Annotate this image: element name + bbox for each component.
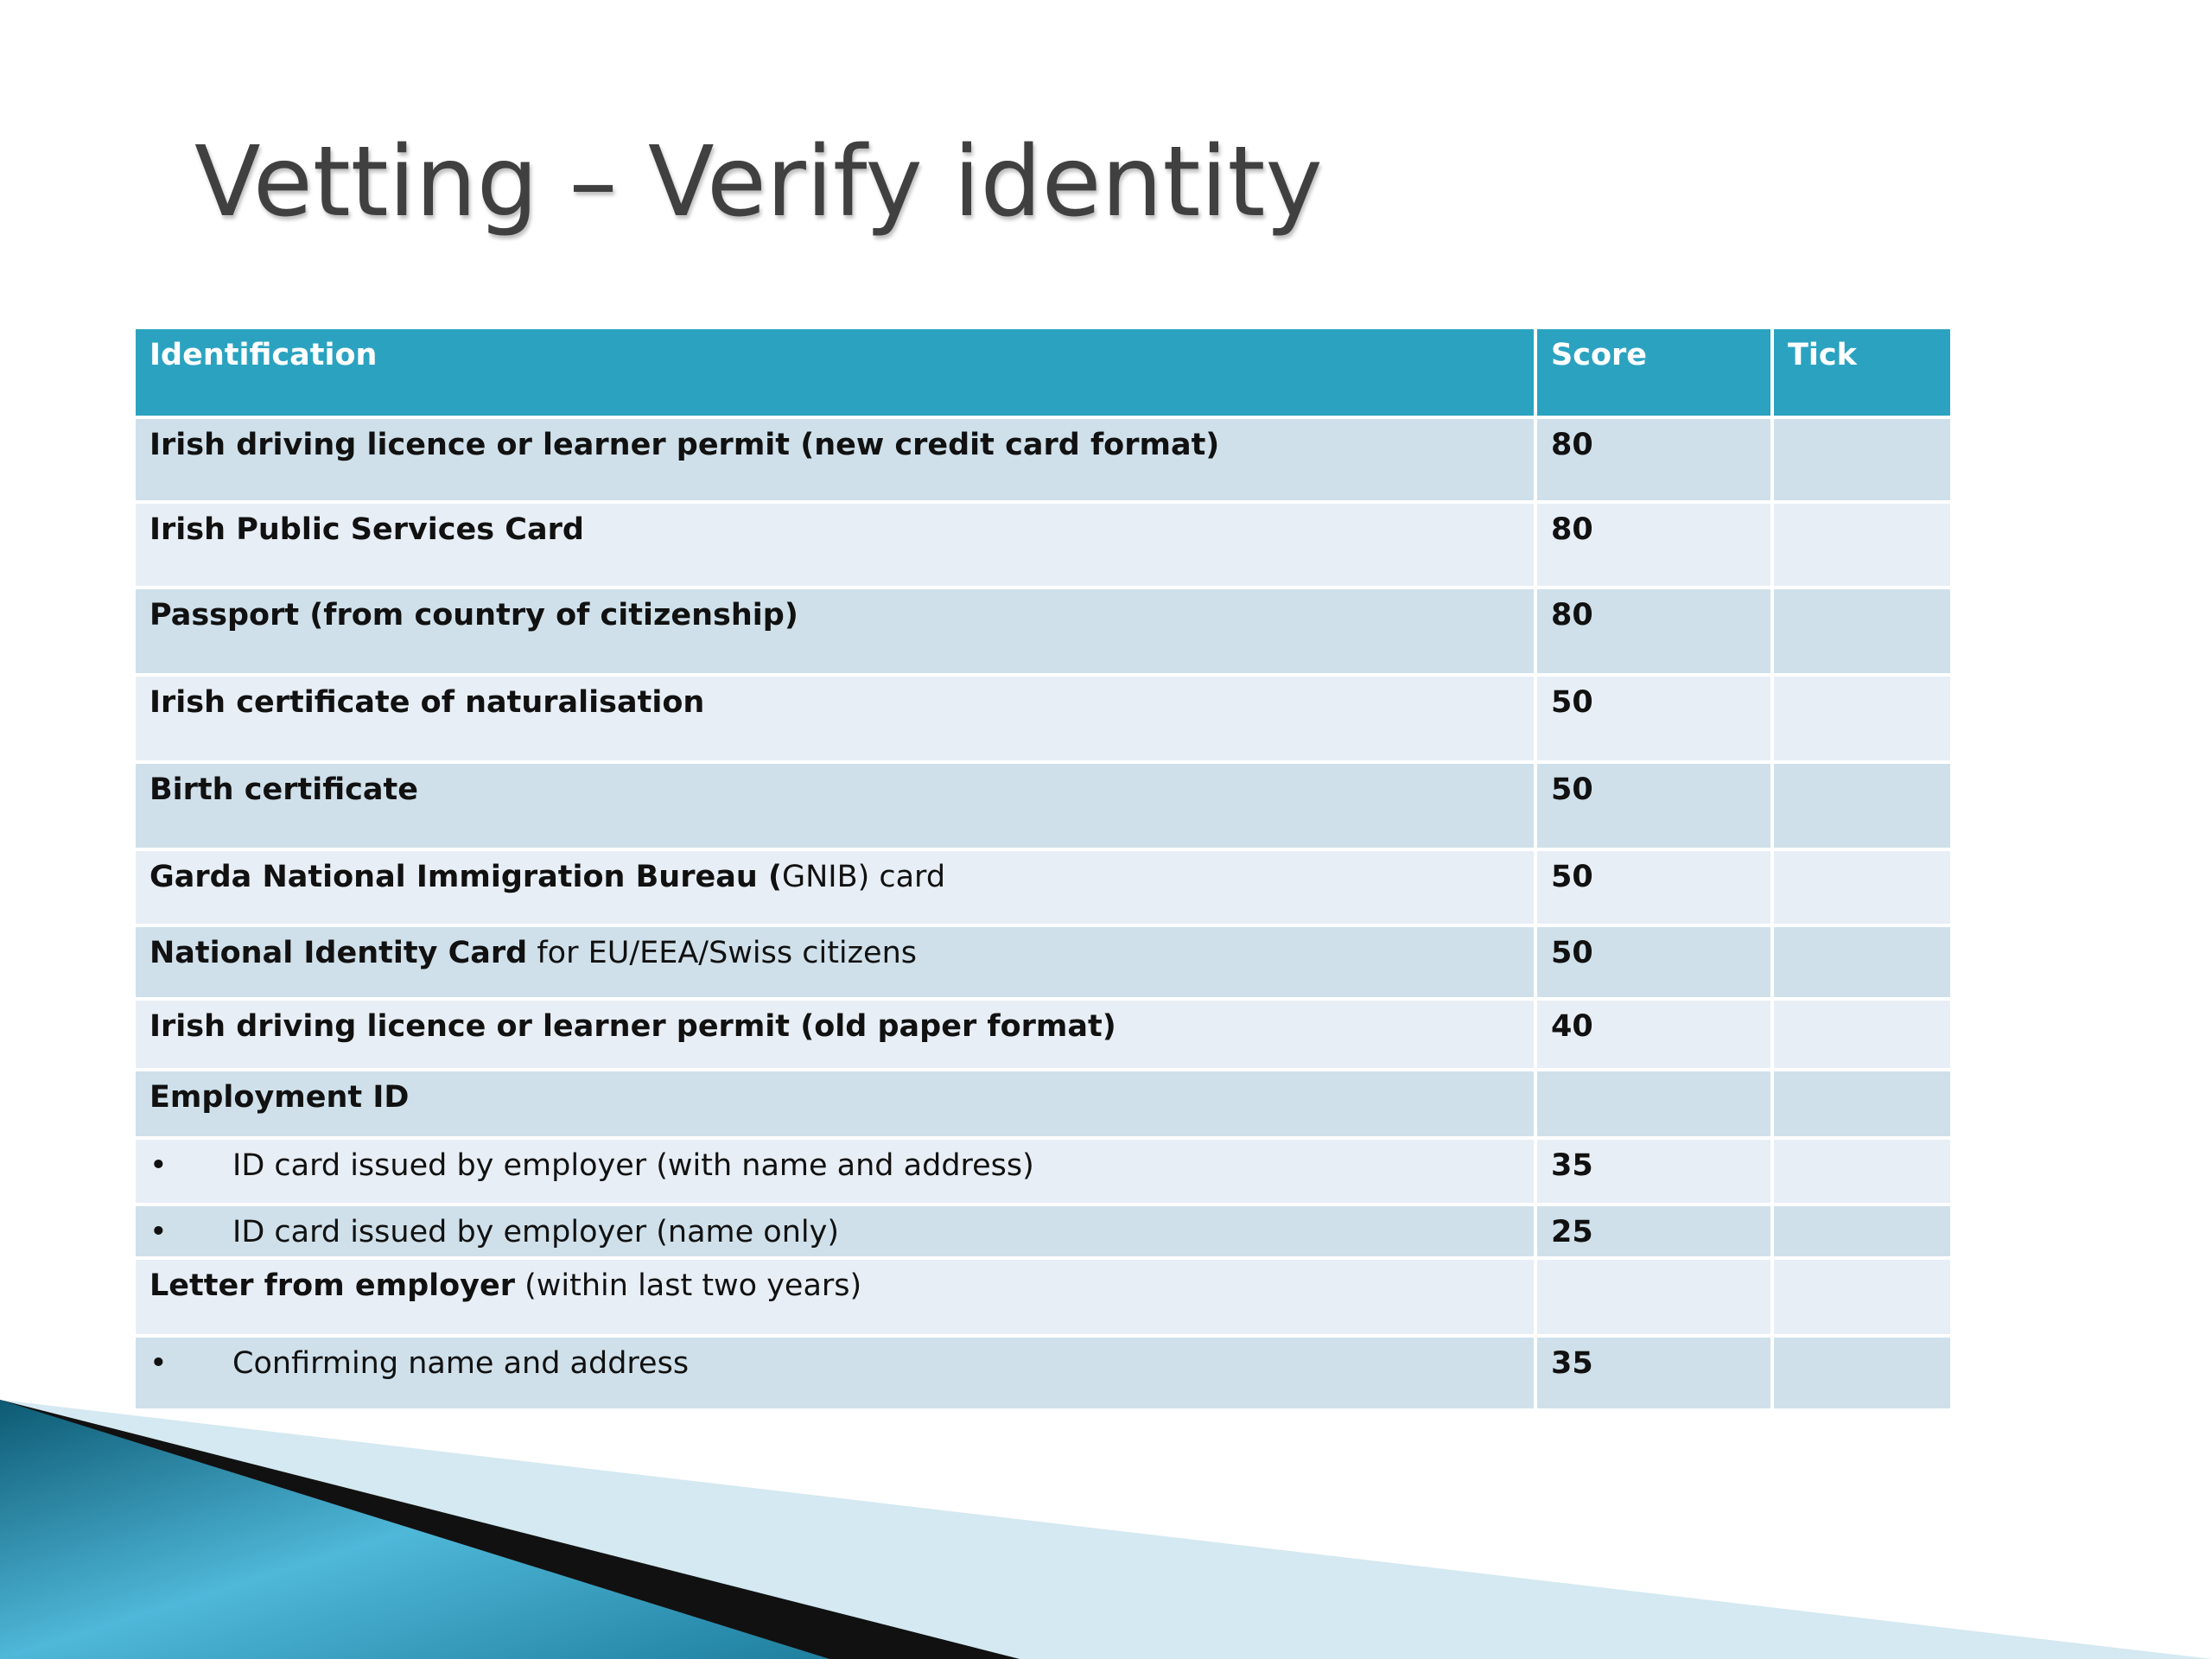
identification-bold-text: Irish certificate of naturalisation	[149, 685, 705, 720]
identification-text: Confirming name and address	[232, 1346, 690, 1381]
score-cell: 40	[1535, 999, 1772, 1070]
score-cell: 80	[1535, 417, 1772, 502]
slide-title: Vetting – Verify identity	[194, 126, 1323, 238]
tick-cell[interactable]	[1772, 1138, 1952, 1205]
tick-cell[interactable]	[1772, 925, 1952, 999]
score-cell: 25	[1535, 1205, 1772, 1258]
score-cell: 50	[1535, 762, 1772, 849]
identification-bold-text: Employment ID	[149, 1080, 410, 1115]
identification-bold-text: Birth certificate	[149, 772, 419, 807]
identification-cell	[134, 849, 1535, 925]
table-row	[134, 502, 1952, 588]
tick-cell[interactable]	[1772, 1205, 1952, 1258]
identification-bold-text: Passport (from country of citizenship)	[149, 598, 798, 632]
identification-cell	[134, 762, 1535, 849]
identification-table	[132, 326, 1954, 1412]
identification-text: ID card issued by employer (with name and address)	[232, 1148, 1034, 1183]
score-cell: 35	[1535, 1336, 1772, 1410]
table-row	[134, 1258, 1952, 1336]
identification-cell	[134, 588, 1535, 675]
slide-corner-decoration	[0, 1382, 2212, 1659]
identification-bold-text: Irish driving licence or learner permit (new credit card format)	[149, 428, 1220, 462]
bullet-icon: •	[149, 1346, 168, 1381]
identification-cell	[134, 999, 1535, 1070]
score-cell: 80	[1535, 588, 1772, 675]
score-cell	[1535, 1258, 1772, 1336]
table-row	[134, 675, 1952, 762]
table-row	[134, 925, 1952, 999]
tick-cell[interactable]	[1772, 1258, 1952, 1336]
tick-cell[interactable]	[1772, 502, 1952, 588]
header-tick: Tick	[1772, 327, 1952, 417]
identification-cell	[134, 925, 1535, 999]
header-score: Score	[1535, 327, 1772, 417]
header-identification: Identification	[134, 327, 1535, 417]
score-cell: 35	[1535, 1138, 1772, 1205]
identification-text: (within last two years)	[515, 1268, 862, 1303]
identification-bold-text: Irish Public Services Card	[149, 512, 584, 547]
tick-cell[interactable]	[1772, 849, 1952, 925]
score-cell: 50	[1535, 849, 1772, 925]
score-cell	[1535, 1070, 1772, 1138]
score-cell: 80	[1535, 502, 1772, 588]
identification-cell	[134, 1205, 1535, 1258]
identification-text: GNIB) card	[781, 860, 946, 894]
identification-bold-text: Irish driving licence or learner permit (old paper format)	[149, 1009, 1116, 1044]
table-row	[134, 588, 1952, 675]
identification-cell	[134, 417, 1535, 502]
tick-cell[interactable]	[1772, 588, 1952, 675]
table-body	[134, 417, 1952, 1410]
score-cell: 50	[1535, 675, 1772, 762]
tick-cell[interactable]	[1772, 675, 1952, 762]
table-row	[134, 849, 1952, 925]
bullet-icon: •	[149, 1215, 168, 1249]
tick-cell[interactable]	[1772, 999, 1952, 1070]
score-cell: 50	[1535, 925, 1772, 999]
identification-cell	[134, 1138, 1535, 1205]
tick-cell[interactable]	[1772, 762, 1952, 849]
identification-bold-text: National Identity Card	[149, 936, 528, 970]
identification-text: for EU/EEA/Swiss citizens	[527, 936, 917, 970]
table-row	[134, 1138, 1952, 1205]
identification-cell	[134, 502, 1535, 588]
identification-cell	[134, 1258, 1535, 1336]
bullet-icon: •	[149, 1148, 168, 1183]
table-row	[134, 1205, 1952, 1258]
identification-cell	[134, 675, 1535, 762]
table-row	[134, 1070, 1952, 1138]
table-row	[134, 762, 1952, 849]
table-row	[134, 417, 1952, 502]
table-header-row	[134, 327, 1952, 417]
table-row	[134, 999, 1952, 1070]
tick-cell[interactable]	[1772, 417, 1952, 502]
identification-bold-text: Garda National Immigration Bureau (	[149, 860, 782, 894]
tick-cell[interactable]	[1772, 1070, 1952, 1138]
identification-bold-text: Letter from employer	[149, 1268, 515, 1303]
identification-text: ID card issued by employer (name only)	[232, 1215, 839, 1249]
identification-cell	[134, 1070, 1535, 1138]
